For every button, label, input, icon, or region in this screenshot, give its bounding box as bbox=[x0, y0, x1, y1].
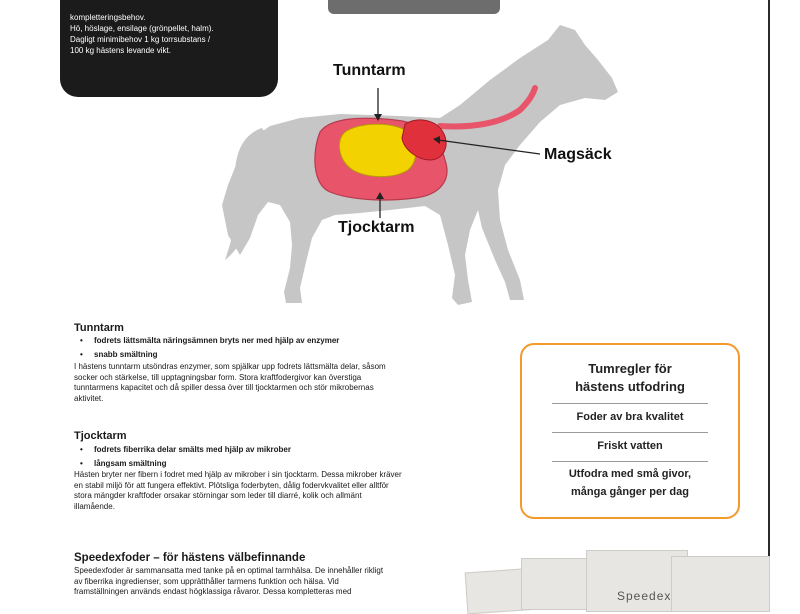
product-bags-image bbox=[466, 548, 768, 603]
paragraph-tunntarm: I hästens tunntarm utsöndras enzymer, som spjälkar upp fodrets lättsmälta delar, såsom socker och stärkelse, till upptagningsbar form. Stora kraftfodergivor kan överstiga tunntarmens kapacitet och då spiller dessa över till tjocktarmen och stör mikrobernas aktivitet. bbox=[74, 362, 386, 403]
section-heading-tunntarm: Tunntarm bbox=[74, 322, 124, 334]
label-tjocktarm: Tjocktarm bbox=[338, 219, 415, 236]
info-line: Hö, höslage, ensilage (grönpellet, halm). bbox=[70, 24, 214, 33]
info-line: kompletteringsbehov. bbox=[70, 13, 146, 22]
bullet-item: • fodrets lättsmälta näringsämnen bryts ner med hjälp av enzymer bbox=[80, 336, 340, 345]
label-magsack: Magsäck bbox=[544, 146, 612, 163]
paragraph-speedex: Speedexfoder är sammansatta med tanke på en optimal tarmhälsa. De innehåller rikligt av fiberrika ingredienser, som upprätthåller tarmens funktion och hälsa. Vid framställningen används endast högklassiga råvaror. Dessa kompletteras med bbox=[74, 566, 384, 596]
bullet-item: • långsam smältning bbox=[80, 459, 167, 468]
tips-title: Tumregler för bbox=[588, 361, 672, 376]
paragraph-tjocktarm: Hästen bryter ner fibern i fodret med hjälp av mikrober i sin tjocktarm. Dessa mikrober kräver en stabil miljö för att fungera effektivt. Plötsliga foderbyten, dålig fodervkvalitet eller alltför stora mängder kraftfoder orsakar störningar som leder till diarré, kolik och allmänt illamående. bbox=[74, 470, 402, 511]
divider bbox=[552, 461, 708, 462]
divider bbox=[552, 432, 708, 433]
feed-bag-icon bbox=[671, 556, 770, 612]
tips-rule: Utfodra med små givor, bbox=[568, 468, 692, 480]
section-heading-tjocktarm: Tjocktarm bbox=[74, 430, 127, 442]
divider bbox=[552, 403, 708, 404]
tips-title: hästens utfodring bbox=[575, 379, 685, 394]
tips-rule: Foder av bra kvalitet bbox=[576, 411, 684, 423]
info-line: 100 kg hästens levande vikt. bbox=[70, 46, 171, 55]
tips-rule: Friskt vatten bbox=[597, 440, 663, 452]
tips-rule: många gånger per dag bbox=[571, 486, 689, 498]
tips-box bbox=[520, 343, 740, 519]
info-line: Dagligt minimibehov 1 kg torrsubstans / bbox=[70, 35, 211, 44]
bullet-item: • snabb smältning bbox=[80, 350, 158, 359]
bullet-item: • fodrets fiberrika delar smälts med hjälp av mikrober bbox=[80, 445, 291, 454]
label-tunntarm: Tunntarm bbox=[333, 62, 406, 79]
bag-label: Speedex bbox=[617, 589, 672, 603]
section-heading-speedex: Speedexfoder – för hästens välbefinnande bbox=[74, 552, 306, 564]
